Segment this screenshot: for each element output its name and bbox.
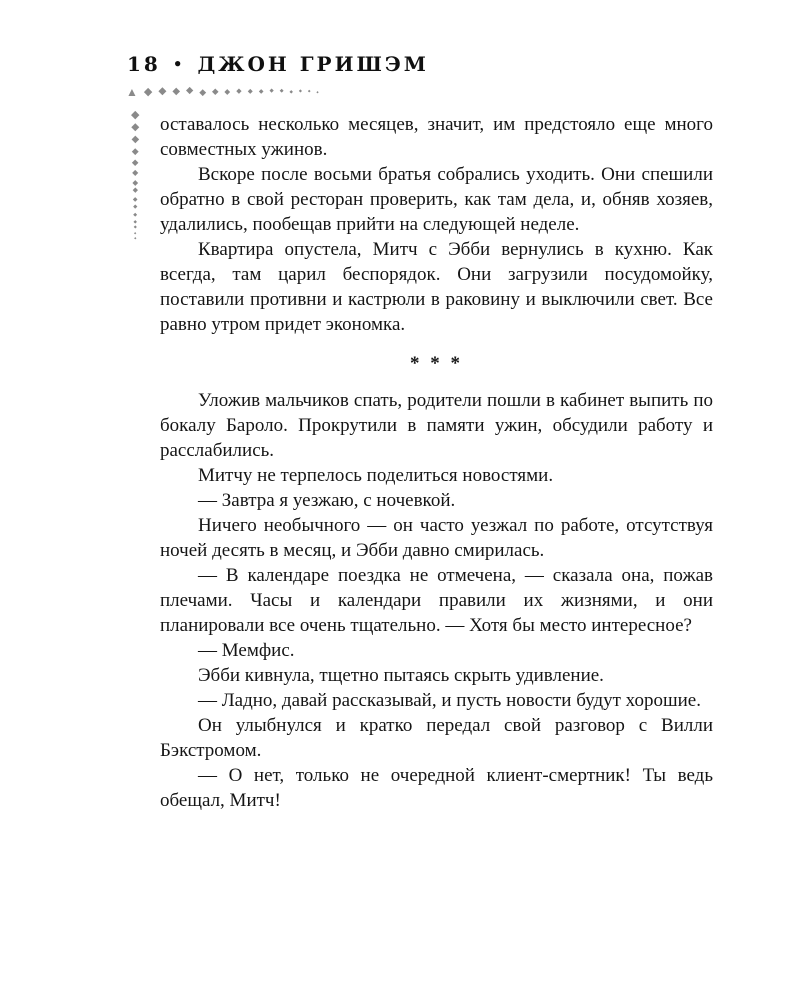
body-text <box>160 112 713 813</box>
diamond-ornament-icon: ◆ <box>132 196 138 204</box>
diamond-ornament-icon: ◆ <box>143 85 153 98</box>
diamond-ornament-icon: ◆ <box>133 225 137 230</box>
paragraph: — Мемфис. <box>198 640 295 661</box>
diamond-ornament-icon: ◆ <box>131 109 140 121</box>
diamond-ornament-icon: ◆ <box>236 87 242 96</box>
paragraph: — Завтра я уезжаю, с ночевкой. <box>198 490 456 511</box>
diamond-ornament-icon: ◆ <box>258 88 264 95</box>
paragraph: — В календаре поездка не отмечена, — сказала она, пожав плечами. Часы и календари правили их жизнями, и они планировали все очень тщательно. — Хотя бы место интересное? <box>160 565 713 636</box>
paragraph: Ничего необычного — он часто уезжал по работе, отсутствуя ночей десять в месяц, и Эбби давно смирилась. <box>160 515 713 561</box>
diamond-ornament-icon: ◆ <box>289 88 293 94</box>
paragraph: Уложив мальчиков спать, родители пошли в кабинет выпить по бокалу Бароло. Прокрутили в памяти ужин, обсудили работу и расслабились. <box>160 390 713 461</box>
running-head <box>127 52 429 76</box>
section-break: * * * <box>410 353 463 374</box>
diamond-ornament-icon: ◆ <box>131 157 139 168</box>
diamond-ornament-icon: ◆ <box>307 89 311 94</box>
ornament-column <box>131 110 139 240</box>
paragraph: — Ладно, давай рассказывай, и пусть новости будут хорошие. <box>198 690 701 711</box>
diamond-ornament-icon: ◆ <box>224 87 231 97</box>
triangle-ornament-icon: ▲ <box>126 85 138 99</box>
paragraph: Эбби кивнула, тщетно пытаясь скрыть удивление. <box>198 665 604 686</box>
ornament-rule <box>126 86 319 98</box>
diamond-ornament-icon: ◆ <box>134 231 137 236</box>
diamond-ornament-icon: ◆ <box>172 86 180 98</box>
diamond-ornament-icon: ◆ <box>279 88 284 94</box>
paragraph: Митчу не терпелось поделиться новостями. <box>198 465 554 486</box>
paragraph: Квартира опустела, Митч с Эбби вернулись в кухню. Как всегда, там царил беспорядок. Они загрузили посудомойку, поставили противни и кастрюли в раковину и выключили свет. Все равно утром придет экономка. <box>160 239 713 335</box>
diamond-ornament-icon: ◆ <box>269 88 274 95</box>
paragraph: Он улыбнулся и кратко передал свой разговор с Вилли Бэкстромом. <box>160 715 713 761</box>
diamond-ornament-icon: ◆ <box>132 187 138 195</box>
diamond-ornament-icon: ◆ <box>316 89 319 94</box>
paragraph: оставалось несколько месяцев, значит, им предстояло еще много совместных ужинов. <box>160 114 713 160</box>
diamond-ornament-icon: ◆ <box>298 89 302 94</box>
page-number: 18 <box>127 52 161 76</box>
diamond-ornament-icon: ◆ <box>186 86 194 97</box>
diamond-ornament-icon: ◆ <box>158 85 167 97</box>
diamond-ornament-icon: ◆ <box>131 122 140 133</box>
diamond-ornament-icon: ◆ <box>211 86 219 96</box>
diamond-ornament-icon: ◆ <box>133 213 138 218</box>
diamond-ornament-icon: ◆ <box>132 178 139 187</box>
paragraph: Вскоре после восьми братья собрались уходить. Они спешили обратно в свой ресторан проверить, как там дела, и, обняв хозяев, удалились, пообещав прийти на следующей неделе. <box>160 164 713 235</box>
diamond-ornament-icon: ◆ <box>133 204 138 211</box>
paragraph: — О нет, только не очередной клиент-смертник! Ты ведь обещал, Митч! <box>160 765 713 811</box>
diamond-ornament-icon: ◆ <box>199 86 206 97</box>
diamond-ornament-icon: ◆ <box>131 146 139 157</box>
diamond-ornament-icon: ◆ <box>132 168 139 177</box>
diamond-ornament-icon: ◆ <box>247 87 253 95</box>
header-bullet-icon: • <box>172 55 186 73</box>
diamond-ornament-icon: ◆ <box>131 134 139 146</box>
diamond-ornament-icon: ◆ <box>133 219 137 224</box>
diamond-ornament-icon: ◆ <box>134 236 137 241</box>
running-title: ДЖОН ГРИШЭМ <box>197 52 429 76</box>
